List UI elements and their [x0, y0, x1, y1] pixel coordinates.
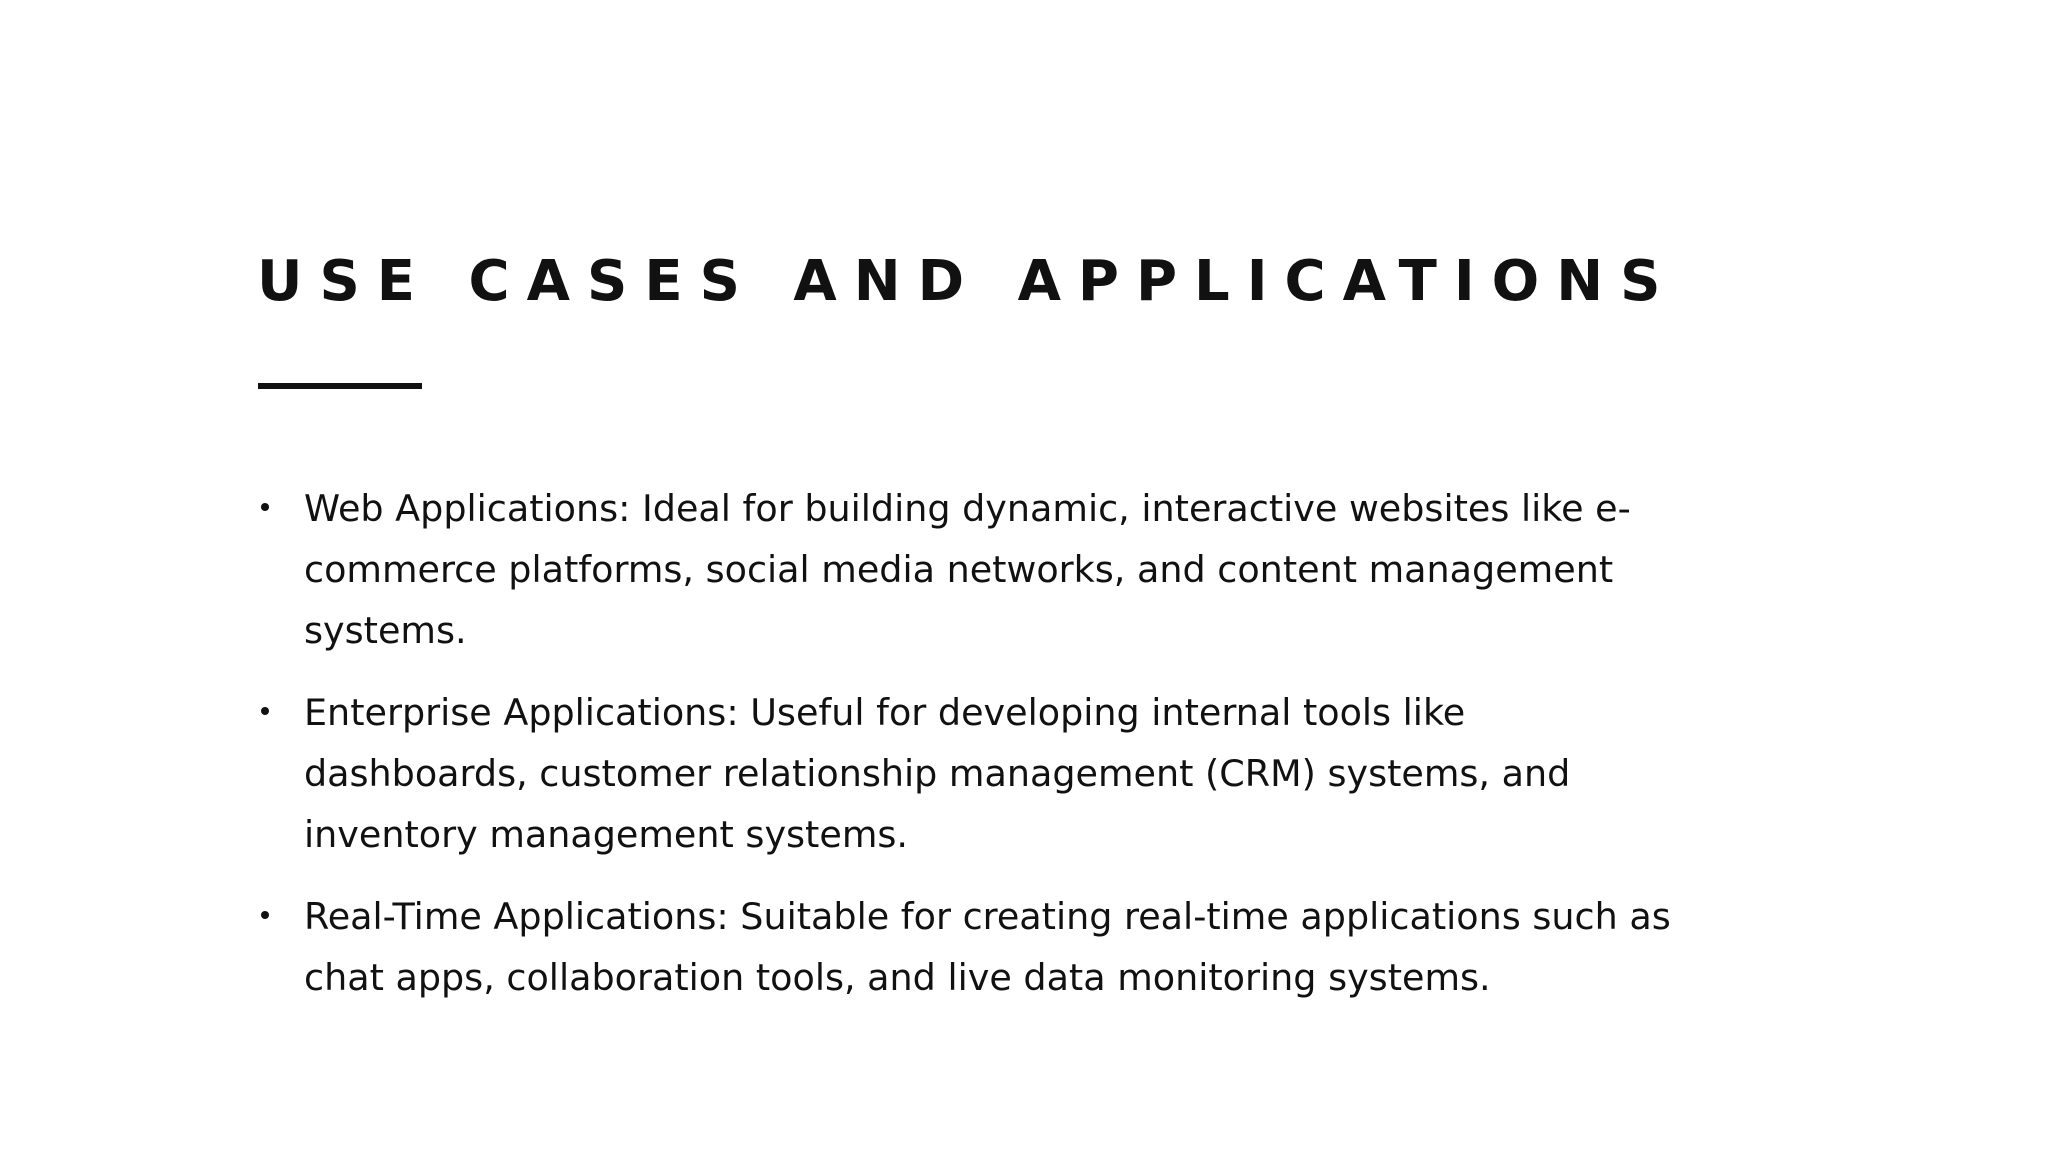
bullet-list [257, 478, 1697, 1029]
bullet-item-enterprise-applications [257, 682, 1697, 865]
bullet-item-web-applications [257, 478, 1697, 661]
bullet-text: Web Applications: Ideal for building dynamic, interactive websites like e-commerce platforms, social media networks, and content management systems. [304, 487, 1631, 652]
bullet-dot-icon [261, 911, 269, 919]
title-underline [258, 383, 422, 389]
bullet-dot-icon [261, 503, 269, 511]
bullet-text: Real-Time Applications: Suitable for creating real-time applications such as chat apps, collaboration tools, and live data monitoring systems. [304, 895, 1671, 999]
bullet-item-real-time-applications [257, 886, 1697, 1008]
bullet-text: Enterprise Applications: Useful for developing internal tools like dashboards, customer relationship management (CRM) systems, and inventory management systems. [304, 691, 1571, 856]
slide-title: USE CASES AND APPLICATIONS [257, 249, 1678, 314]
bullet-dot-icon [261, 707, 269, 715]
